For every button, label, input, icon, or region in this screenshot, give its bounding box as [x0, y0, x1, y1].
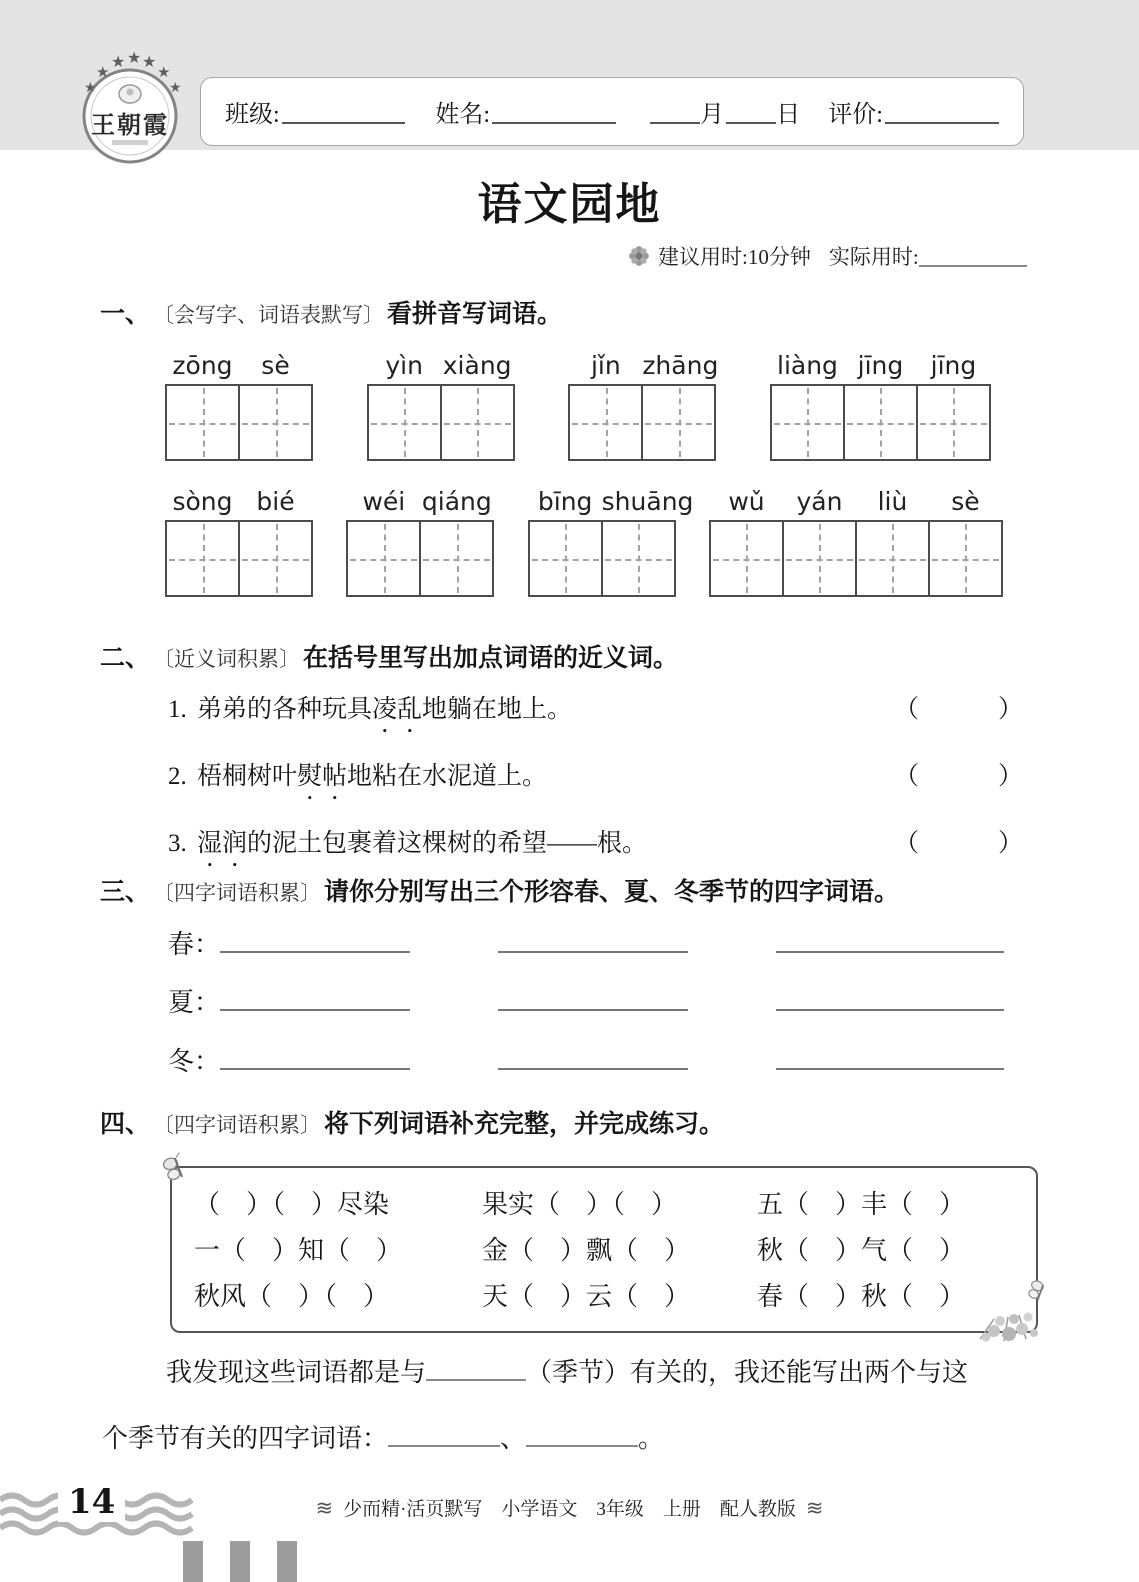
pinyin-word-group — [528, 480, 694, 597]
answer-brackets[interactable]: （ ） — [893, 763, 1024, 790]
section2-tag: 〔近义词积累〕 — [153, 647, 301, 671]
sentence-number: 3. — [168, 830, 193, 857]
pinyin-word-group — [770, 344, 991, 461]
writing-cell[interactable] — [570, 386, 643, 459]
sentence-text — [168, 824, 647, 872]
season-rows — [168, 926, 1004, 1102]
sentence-item — [168, 690, 1024, 738]
binding-bar — [183, 1541, 203, 1582]
student-info-form — [200, 77, 1024, 146]
writing-cell[interactable] — [845, 386, 918, 459]
word-blank[interactable] — [498, 985, 688, 1012]
writing-grid — [346, 520, 494, 597]
pinyin-syllable: jǐn — [590, 351, 621, 380]
writing-grid — [709, 520, 1003, 597]
sentence-post: 地躺在地上。 — [422, 696, 573, 723]
sentence-number: 1. — [168, 696, 193, 723]
pinyin-syllable: zhāng — [642, 351, 719, 380]
pinyin-syllable: wǔ — [728, 487, 765, 516]
svg-text:★: ★ — [127, 50, 142, 67]
pinyin-syllable: zōng — [172, 351, 233, 380]
pinyin-line — [346, 480, 494, 520]
writing-cell[interactable] — [348, 522, 421, 595]
writing-grid — [165, 520, 313, 597]
book-info-text: 少而精·活页默写 小学语文 3年级 上册 配人教版 — [343, 1499, 796, 1520]
find-period: 。 — [638, 1424, 665, 1453]
word-blank[interactable] — [498, 926, 688, 953]
section3-heading — [100, 872, 899, 908]
dotted-word: 熨帖 — [297, 763, 348, 790]
pinyin-word-group — [165, 344, 313, 461]
dotted-word: 凌乱 — [372, 696, 423, 723]
sentence-pre: 弟弟的各种玩具 — [197, 696, 373, 723]
writing-grid — [770, 384, 991, 461]
eval-input-line[interactable] — [885, 99, 999, 124]
pinyin-line — [165, 344, 313, 384]
writing-grid — [367, 384, 515, 461]
pinyin-word-group — [709, 480, 1003, 597]
word-completion-item[interactable]: 秋（ ）气（ ） — [757, 1236, 966, 1265]
actual-time-line[interactable] — [919, 245, 1027, 267]
section2-heading — [100, 638, 678, 674]
name-input-line[interactable] — [492, 99, 616, 124]
writing-cell[interactable] — [711, 522, 784, 595]
section3-tag: 〔四字词语积累〕 — [153, 881, 322, 905]
pinyin-syllable: bīng — [537, 487, 593, 516]
binding-bar — [277, 1541, 297, 1582]
wave-glyph-right: ≋ — [805, 1496, 824, 1520]
binding-marks — [183, 1541, 297, 1582]
pinyin-grid-row-2 — [165, 480, 1003, 597]
pinyin-word-group — [568, 344, 719, 461]
pinyin-line — [528, 480, 694, 520]
writing-cell[interactable] — [918, 386, 989, 459]
word-completion-item[interactable]: 天（ ）云（ ） — [482, 1282, 691, 1311]
season-row — [168, 985, 1004, 1022]
sentence-number: 2. — [168, 763, 193, 790]
find-text-1: 我发现这些词语都是与 — [166, 1358, 427, 1387]
pinyin-syllable: sè — [261, 351, 290, 380]
sentence-post: 地粘在水泥道上。 — [347, 763, 548, 790]
pinyin-line — [568, 344, 719, 384]
brand-name: 王朝霞 — [91, 113, 169, 139]
word-answer-line-2[interactable] — [526, 1420, 638, 1447]
word-answer-line-1[interactable] — [388, 1420, 500, 1447]
writing-grid — [568, 384, 716, 461]
section4-tag: 〔四字词语积累〕 — [153, 1113, 322, 1137]
section4-number: 四、 — [100, 1110, 151, 1138]
writing-cell[interactable] — [784, 522, 857, 595]
day-input-line[interactable] — [726, 99, 776, 124]
pinyin-line — [165, 480, 313, 520]
footer-book-info — [0, 1494, 1139, 1521]
word-blank[interactable] — [776, 926, 1004, 953]
svg-text:★: ★ — [84, 81, 97, 96]
writing-cell[interactable] — [442, 386, 513, 459]
pinyin-syllable: jīng — [930, 351, 977, 380]
season-label: 冬： — [168, 1047, 221, 1077]
writing-cell[interactable] — [369, 386, 442, 459]
section1-number: 一、 — [100, 300, 151, 328]
pinyin-syllable: sè — [951, 487, 980, 516]
writing-cell[interactable] — [421, 522, 492, 595]
page-title: 语文园地 — [477, 180, 662, 229]
svg-text:★: ★ — [157, 65, 171, 81]
season-row — [168, 926, 1004, 963]
writing-grid — [528, 520, 676, 597]
pinyin-syllable: yìn — [385, 351, 423, 380]
writing-cell[interactable] — [857, 522, 930, 595]
flower-cluster-icon — [964, 1301, 1042, 1343]
writing-cell[interactable] — [603, 522, 674, 595]
pinyin-syllable: shuāng — [601, 487, 694, 516]
writing-cell[interactable] — [167, 386, 240, 459]
answer-brackets[interactable]: （ ） — [893, 696, 1024, 723]
word-completion-item[interactable]: 果实（ ）（ ） — [482, 1190, 678, 1219]
time-line — [628, 241, 1027, 271]
sentence-item — [168, 824, 1024, 872]
writing-cell[interactable] — [240, 386, 311, 459]
class-label: 班级: — [225, 102, 280, 128]
pinyin-syllable: qiáng — [421, 487, 492, 516]
section3-number: 三、 — [100, 878, 151, 906]
dotted-word: 湿润 — [197, 830, 248, 857]
svg-text:★: ★ — [96, 65, 110, 81]
pinyin-syllable: liù — [877, 487, 908, 516]
word-blank[interactable] — [220, 985, 410, 1012]
sentence-pre: 梧桐树叶 — [197, 763, 298, 790]
pinyin-grid-row-1 — [165, 344, 991, 461]
word-blank[interactable] — [776, 1043, 1004, 1070]
suggested-time-text: 建议用时:10分钟 — [658, 245, 811, 269]
writing-cell[interactable] — [930, 522, 1001, 595]
answer-brackets[interactable]: （ ） — [893, 830, 1024, 857]
season-label: 夏： — [168, 988, 221, 1018]
pinyin-line — [367, 344, 515, 384]
season-answer-line[interactable] — [426, 1354, 526, 1381]
day-label: 日 — [776, 102, 801, 128]
word-blank[interactable] — [220, 926, 410, 953]
svg-text:★: ★ — [169, 81, 182, 96]
section2-number: 二、 — [100, 644, 151, 672]
svg-text:★: ★ — [142, 54, 157, 71]
page-number: 14 — [58, 1482, 125, 1522]
section1-heading — [100, 294, 562, 330]
publisher-logo — [70, 48, 190, 168]
pinyin-syllable: sòng — [172, 487, 233, 516]
brand-badge-icon — [70, 48, 190, 168]
pinyin-syllable: liàng — [777, 351, 838, 380]
word-completion-item[interactable]: 金（ ）飘（ ） — [482, 1236, 691, 1265]
binding-bar — [230, 1541, 250, 1582]
month-label: 月 — [700, 102, 725, 128]
word-completion-item[interactable]: 一（ ）知（ ） — [194, 1236, 403, 1265]
sentence-post: 的泥土包裹着这棵树的希望——根。 — [247, 830, 648, 857]
pinyin-word-group — [346, 480, 494, 597]
word-completion-item[interactable]: 秋风（ ）（ ） — [194, 1282, 390, 1311]
section4-heading — [100, 1104, 724, 1140]
section1-instruction: 看拼音写词语。 — [387, 300, 563, 328]
season-label: 春： — [168, 929, 221, 959]
sentence-item — [168, 757, 1024, 805]
word-box-grid — [170, 1166, 1038, 1333]
writing-cell[interactable] — [530, 522, 603, 595]
butterfly-icon — [162, 1152, 192, 1184]
pinyin-syllable: yán — [796, 487, 843, 516]
class-input-line[interactable] — [282, 99, 406, 124]
find-paragraph-line2 — [102, 1418, 1062, 1455]
svg-text:★: ★ — [111, 54, 126, 71]
pinyin-syllable: xiàng — [442, 351, 512, 380]
word-completion-item[interactable]: 春（ ）秋（ ） — [757, 1282, 966, 1311]
pinyin-syllable: jīng — [857, 351, 904, 380]
pinyin-syllable: wéi — [362, 487, 406, 516]
sentence-text — [168, 757, 547, 805]
section4-instruction: 将下列词语补充完整，并完成练习。 — [324, 1110, 725, 1138]
find-paragraph-line1 — [102, 1352, 1126, 1389]
month-input-line[interactable] — [650, 99, 700, 124]
season-row — [168, 1043, 1004, 1080]
word-blank[interactable] — [498, 1043, 688, 1070]
synonym-items — [168, 690, 1024, 891]
find-separator: 、 — [500, 1424, 527, 1453]
flower-icon — [628, 245, 650, 267]
pinyin-line — [709, 480, 1003, 520]
wave-glyph-left: ≋ — [315, 1496, 334, 1520]
actual-time-label: 实际用时: — [828, 245, 919, 269]
word-blank[interactable] — [220, 1043, 410, 1070]
pinyin-syllable: bié — [256, 487, 295, 516]
word-completion-item[interactable]: 五（ ）丰（ ） — [757, 1190, 966, 1219]
eval-label: 评价: — [828, 102, 883, 128]
pinyin-line — [770, 344, 991, 384]
section3-instruction: 请你分别写出三个形容春、夏、冬季节的四字词语。 — [324, 878, 900, 906]
pinyin-word-group — [367, 344, 515, 461]
writing-cell[interactable] — [772, 386, 845, 459]
sentence-text — [168, 690, 572, 738]
name-label: 姓名: — [435, 102, 491, 128]
writing-grid — [165, 384, 313, 461]
find-text-2: （季节）有关的，我还能写出两个与这 — [526, 1358, 969, 1387]
writing-cell[interactable] — [240, 522, 311, 595]
writing-cell[interactable] — [643, 386, 714, 459]
word-blank[interactable] — [776, 985, 1004, 1012]
section1-tag: 〔会写字、词语表默写〕 — [153, 303, 385, 327]
word-completion-item[interactable]: （ ）（ ）尽染 — [194, 1190, 390, 1219]
section2-instruction: 在括号里写出加点词语的近义词。 — [303, 644, 679, 672]
writing-cell[interactable] — [167, 522, 240, 595]
pinyin-word-group — [165, 480, 313, 597]
find-text-3: 个季节有关的四字词语： — [102, 1424, 389, 1453]
